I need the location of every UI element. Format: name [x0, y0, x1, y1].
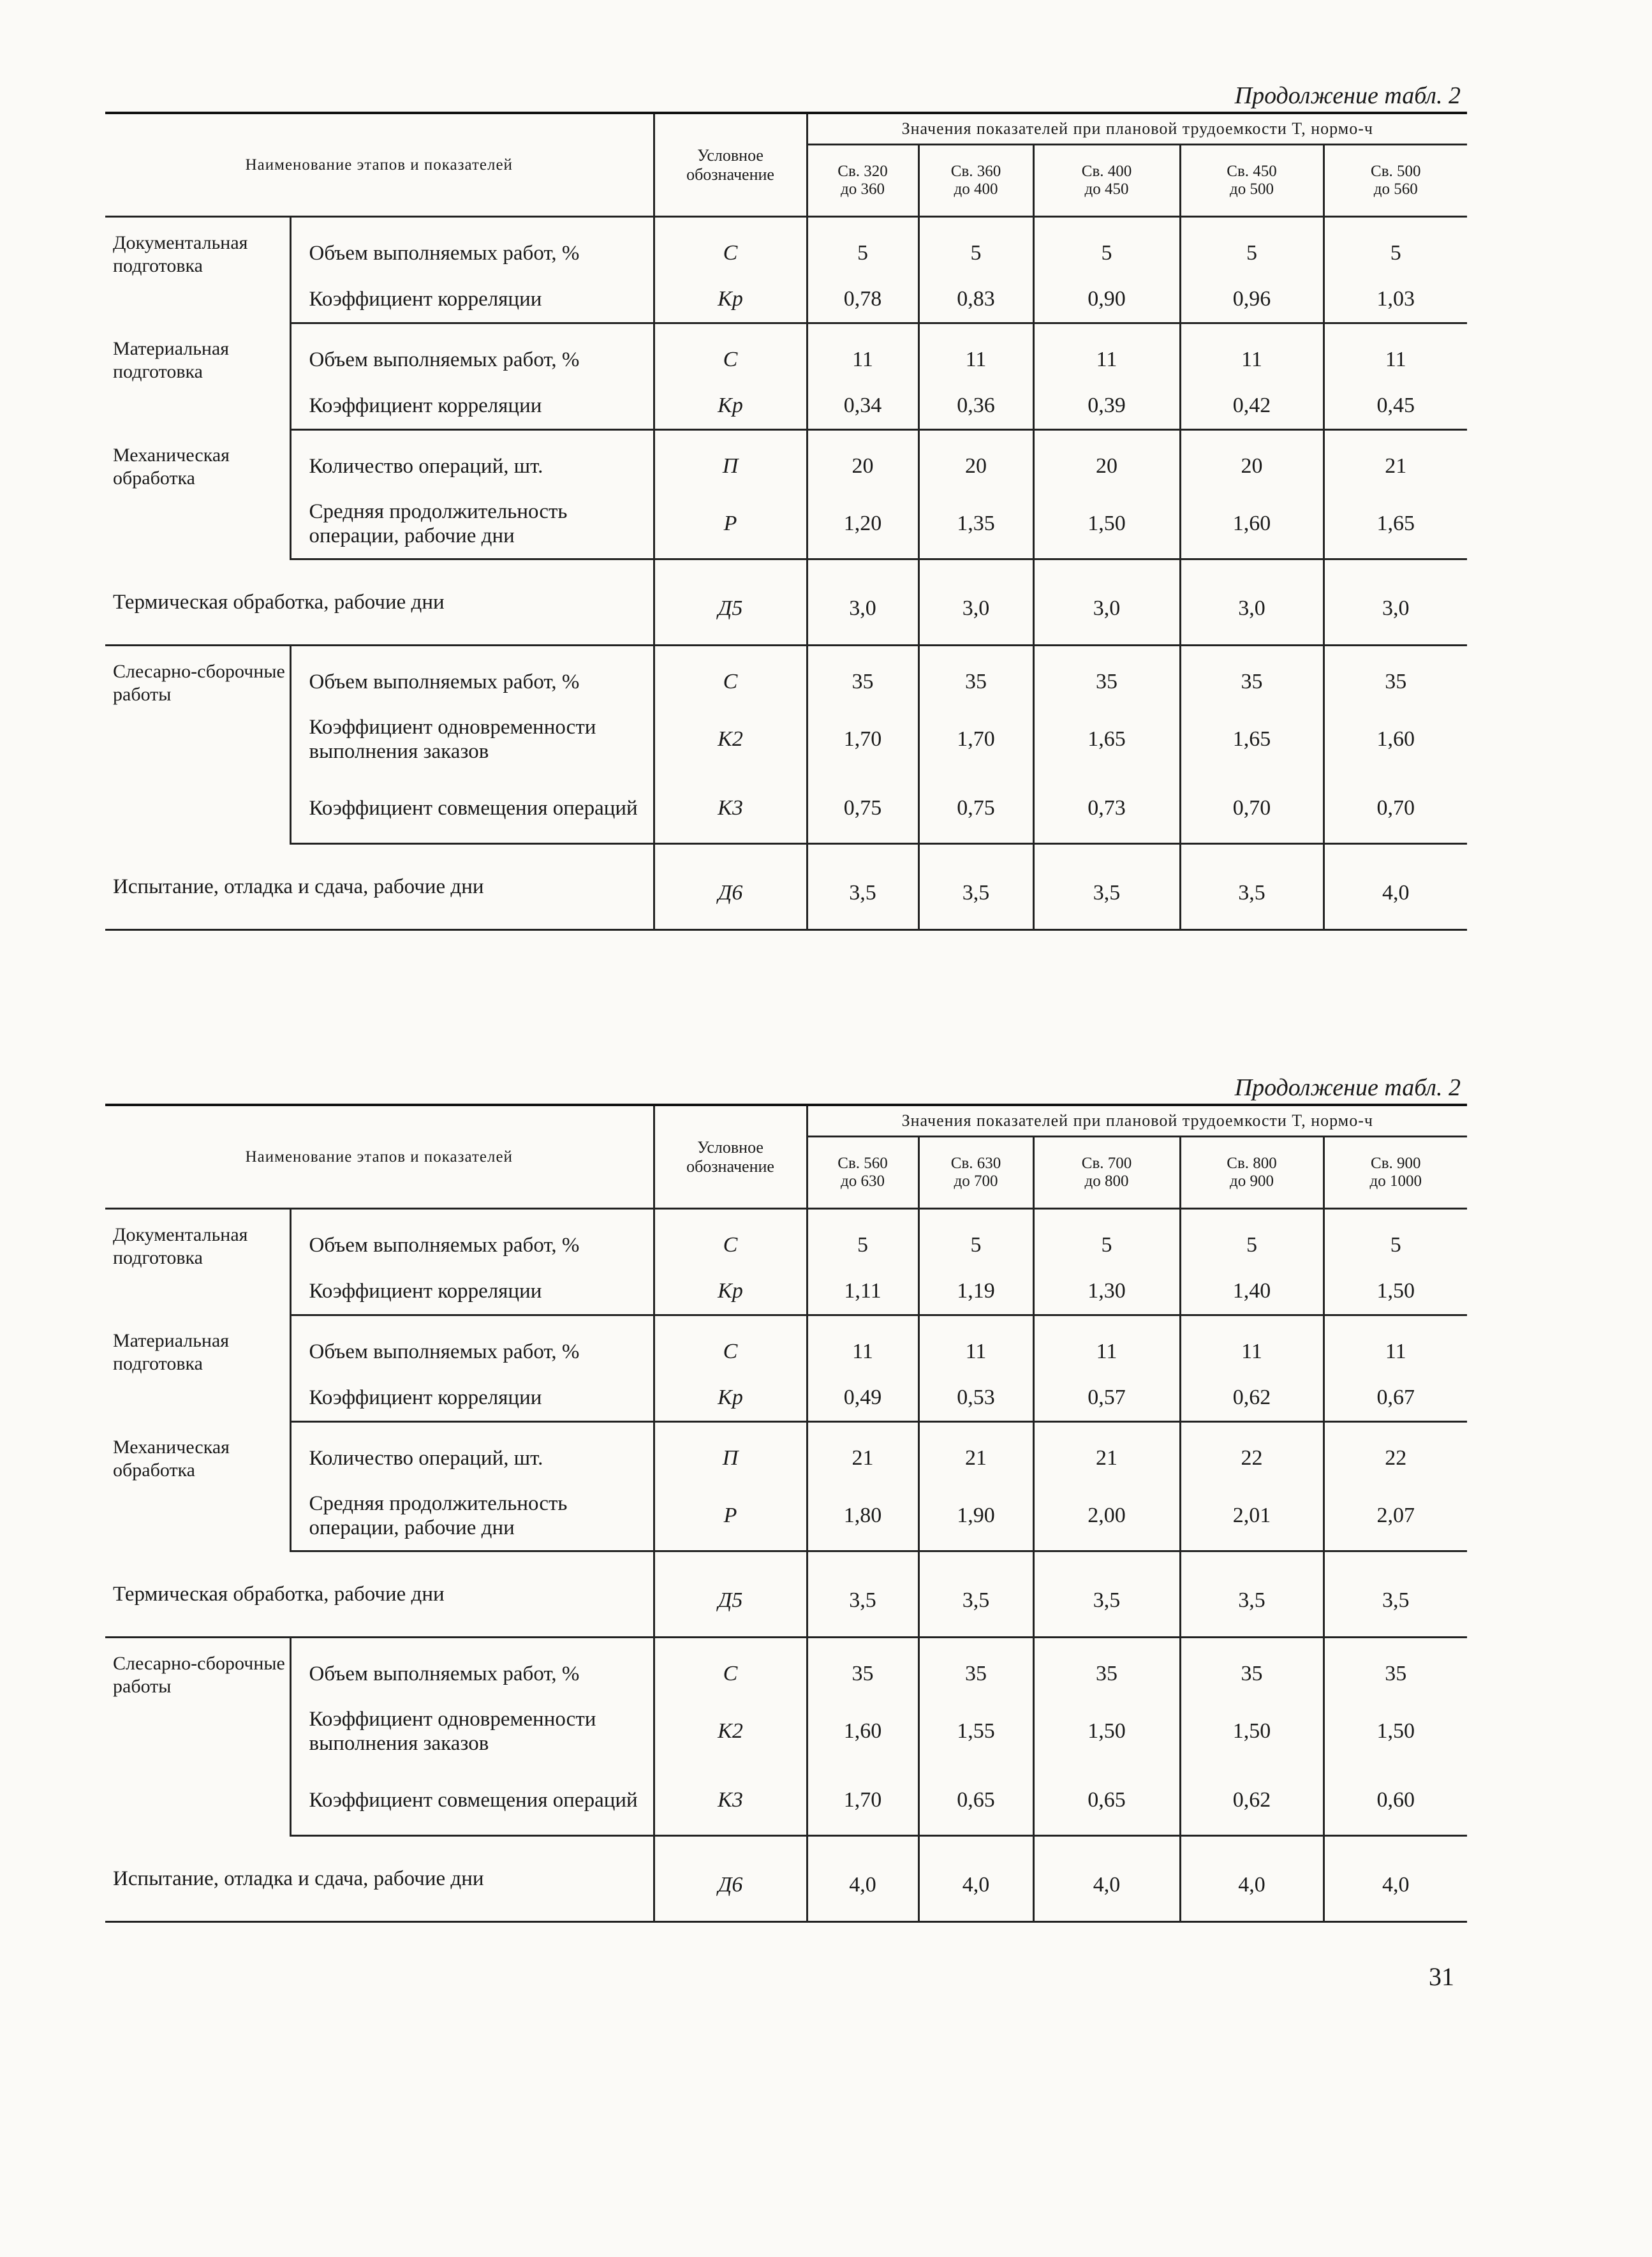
value-cell: 0,57 — [1033, 1375, 1180, 1422]
value-cell: 35 — [1033, 1638, 1180, 1698]
table-row — [105, 705, 1467, 774]
value-cell: 5 — [1390, 241, 1401, 265]
value-cell: 1,19 — [918, 1268, 1033, 1315]
header-name: Наименование этапов и показателей — [105, 1105, 654, 1209]
value-cell: 3,0 — [1033, 559, 1180, 646]
indicator-name: Объем выполняемых работ, % — [290, 646, 654, 706]
value-cell: 35 — [918, 1638, 1033, 1698]
value-cell: 5 — [1390, 1233, 1401, 1257]
table-row — [105, 1209, 1467, 1269]
stage-name: Слесарно-сборочные работы — [105, 1638, 290, 1836]
value-cell: 35 — [807, 646, 918, 706]
value-cell: 1,40 — [1180, 1268, 1324, 1315]
value-cell: 22 — [1385, 1446, 1407, 1470]
table-row — [105, 774, 1467, 844]
value-cell: 0,67 — [1324, 1375, 1467, 1422]
table-row — [105, 1551, 1467, 1638]
value-cell: 35 — [918, 646, 1033, 706]
value-cell: 1,60 — [1376, 727, 1415, 751]
table-row — [105, 430, 1467, 490]
table-row — [105, 844, 1467, 930]
table-row — [105, 217, 1467, 277]
header-range: Св. 900 до 1000 — [1324, 1137, 1467, 1209]
indicator-name: Объем выполняемых работ, % — [290, 217, 654, 277]
symbol-cell: C — [654, 1638, 807, 1698]
value-cell: 3,5 — [1033, 844, 1180, 930]
value-cell: 4,0 — [1324, 1836, 1467, 1922]
value-cell: 20 — [918, 430, 1033, 490]
indicator-name: Количество операций, шт. — [290, 430, 654, 490]
value-cell: 0,60 — [1324, 1766, 1467, 1836]
value-cell: 1,50 — [1180, 1697, 1324, 1766]
table-row — [105, 1422, 1467, 1482]
symbol-cell: Д6 — [654, 1836, 807, 1922]
value-cell: 20 — [1033, 430, 1180, 490]
value-cell: 2,07 — [1324, 1481, 1467, 1551]
value-cell: 0,90 — [1033, 276, 1180, 323]
indicator-name: Коэффициент совмещения операций — [290, 1766, 654, 1836]
value-cell: 5 — [807, 217, 918, 277]
table-row — [105, 1315, 1467, 1375]
value-cell: 0,34 — [807, 383, 918, 430]
value-cell: 3,5 — [1180, 844, 1324, 930]
value-cell: 1,50 — [1033, 1697, 1180, 1766]
symbol-cell: C — [654, 217, 807, 277]
header-values-span: Значения показателей при плановой трудоемкости T, нормо-ч — [807, 1105, 1467, 1137]
symbol-cell: P — [654, 489, 807, 559]
value-cell: 35 — [1180, 1638, 1324, 1698]
symbol-cell: K3 — [654, 1766, 807, 1836]
indicator-name: Коэффициент одновременности выполнения заказов — [290, 705, 654, 774]
value-cell: 21 — [807, 1422, 918, 1482]
value-cell: 3,0 — [807, 559, 918, 646]
stage-name: Испытание, отладка и сдача, рабочие дни — [105, 844, 654, 930]
table-row — [105, 323, 1467, 383]
value-cell: 1,60 — [1180, 489, 1324, 559]
symbol-cell: C — [654, 1209, 807, 1269]
value-cell: 11 — [807, 1315, 918, 1375]
symbol-cell: Kp — [654, 383, 807, 430]
indicator-name: Количество операций, шт. — [290, 1422, 654, 1482]
value-cell: 1,70 — [807, 1766, 918, 1836]
value-cell: 11 — [1180, 323, 1324, 383]
stage-name: Термическая обработка, рабочие дни — [105, 1551, 654, 1638]
header-range: Св. 800 до 900 — [1180, 1137, 1324, 1209]
table-row — [105, 1697, 1467, 1766]
header-range: Св. 630 до 700 — [918, 1137, 1033, 1209]
symbol-cell: П — [654, 1422, 807, 1482]
table-block-1 — [105, 80, 1467, 931]
value-cell: 2,01 — [1180, 1481, 1324, 1551]
value-cell: 21 — [918, 1422, 1033, 1482]
header-range: Св. 450 до 500 — [1180, 145, 1324, 217]
value-cell: 1,70 — [807, 705, 918, 774]
stage-name: Испытание, отладка и сдача, рабочие дни — [105, 1836, 654, 1922]
table-row — [105, 1638, 1467, 1698]
indicator-name: Коэффициент корреляции — [290, 1375, 654, 1422]
value-cell: 20 — [807, 430, 918, 490]
table-row — [105, 1766, 1467, 1836]
symbol-cell: Kp — [654, 1375, 807, 1422]
stage-name: Материальная подготовка — [105, 323, 290, 430]
table-row — [105, 383, 1467, 430]
header-range: Св. 700 до 800 — [1033, 1137, 1180, 1209]
stage-name: Материальная подготовка — [105, 1315, 290, 1422]
value-cell: 5 — [918, 1209, 1033, 1269]
value-cell: 35 — [807, 1638, 918, 1698]
value-cell: 1,70 — [918, 705, 1033, 774]
header-range: Св. 320 до 360 — [807, 145, 918, 217]
header-range: Св. 500 до 560 — [1324, 145, 1467, 217]
value-cell: 0,73 — [1033, 774, 1180, 844]
value-cell: 22 — [1180, 1422, 1324, 1482]
value-cell: 1,65 — [1180, 705, 1324, 774]
header-symbol: Условное обозначение — [654, 1105, 807, 1209]
value-cell: 0,53 — [918, 1375, 1033, 1422]
table-row — [105, 1836, 1467, 1922]
table-row — [105, 646, 1467, 706]
header-name: Наименование этапов и показателей — [105, 113, 654, 217]
table-row — [105, 559, 1467, 646]
symbol-cell: П — [654, 430, 807, 490]
value-cell: 5 — [918, 217, 1033, 277]
value-cell: 21 — [1385, 454, 1407, 478]
value-cell: 35 — [1385, 1662, 1407, 1685]
symbol-cell: K3 — [654, 774, 807, 844]
symbol-cell: C — [654, 646, 807, 706]
value-cell: 1,90 — [918, 1481, 1033, 1551]
symbol-cell: Д6 — [654, 844, 807, 930]
value-cell: 0,65 — [1033, 1766, 1180, 1836]
value-cell: 1,65 — [1324, 489, 1467, 559]
value-cell: 5 — [807, 1209, 918, 1269]
value-cell: 4,0 — [1180, 1836, 1324, 1922]
value-cell: 0,49 — [807, 1375, 918, 1422]
value-cell: 1,50 — [1376, 1719, 1415, 1743]
indicator-name: Коэффициент корреляции — [290, 276, 654, 323]
value-cell: 35 — [1180, 646, 1324, 706]
value-cell: 1,30 — [1033, 1268, 1180, 1315]
value-cell: 3,5 — [807, 1551, 918, 1638]
stage-name: Документальная подготовка — [105, 1209, 290, 1315]
table-row — [105, 276, 1467, 323]
header-symbol: Условное обозначение — [654, 113, 807, 217]
value-cell: 0,65 — [918, 1766, 1033, 1836]
value-cell: 11 — [1385, 1340, 1406, 1363]
value-cell: 0,96 — [1180, 276, 1324, 323]
indicator-table — [105, 1104, 1467, 1923]
stage-name: Механическая обработка — [105, 430, 290, 559]
table-row — [105, 489, 1467, 559]
value-cell: 11 — [1385, 348, 1406, 371]
value-cell: 0,83 — [918, 276, 1033, 323]
symbol-cell: Д5 — [654, 1551, 807, 1638]
indicator-name: Объем выполняемых работ, % — [290, 1638, 654, 1698]
value-cell: 0,78 — [807, 276, 918, 323]
value-cell: 0,36 — [918, 383, 1033, 430]
value-cell: 3,5 — [1180, 1551, 1324, 1638]
value-cell: 3,5 — [1324, 1551, 1467, 1638]
value-cell: 1,50 — [1324, 1268, 1467, 1315]
indicator-name: Коэффициент корреляции — [290, 1268, 654, 1315]
stage-name: Документальная подготовка — [105, 217, 290, 323]
value-cell: 0,39 — [1033, 383, 1180, 430]
symbol-cell: Kp — [654, 1268, 807, 1315]
value-cell: 11 — [918, 1315, 1033, 1375]
indicator-table — [105, 112, 1467, 931]
indicator-name: Объем выполняемых работ, % — [290, 323, 654, 383]
value-cell: 1,50 — [1033, 489, 1180, 559]
symbol-cell: C — [654, 1315, 807, 1375]
value-cell: 3,5 — [1033, 1551, 1180, 1638]
indicator-name: Средняя продолжительность операции, рабочие дни — [290, 489, 654, 559]
indicator-name: Коэффициент одновременности выполнения заказов — [290, 1697, 654, 1766]
value-cell: 1,03 — [1324, 276, 1467, 323]
value-cell: 1,60 — [807, 1697, 918, 1766]
value-cell: 4,0 — [1324, 844, 1467, 930]
stage-name: Термическая обработка, рабочие дни — [105, 559, 654, 646]
value-cell: 11 — [1033, 1315, 1180, 1375]
table-caption: Продолжение табл. 2 — [1234, 82, 1461, 109]
value-cell: 5 — [1180, 217, 1324, 277]
value-cell: 1,65 — [1033, 705, 1180, 774]
value-cell: 11 — [918, 323, 1033, 383]
header-range: Св. 400 до 450 — [1033, 145, 1180, 217]
header-range: Св. 360 до 400 — [918, 145, 1033, 217]
indicator-name: Коэффициент корреляции — [290, 383, 654, 430]
table-row — [105, 1268, 1467, 1315]
value-cell: 5 — [1033, 217, 1180, 277]
symbol-cell: K2 — [654, 1697, 807, 1766]
value-cell: 11 — [1180, 1315, 1324, 1375]
symbol-cell: P — [654, 1481, 807, 1551]
value-cell: 3,5 — [807, 844, 918, 930]
table-body — [105, 217, 1467, 930]
table-row — [105, 1375, 1467, 1422]
value-cell: 3,5 — [918, 844, 1033, 930]
value-cell: 0,42 — [1180, 383, 1324, 430]
value-cell: 0,45 — [1324, 383, 1467, 430]
table-caption: Продолжение табл. 2 — [1234, 1074, 1461, 1101]
value-cell: 0,75 — [918, 774, 1033, 844]
value-cell: 2,00 — [1033, 1481, 1180, 1551]
value-cell: 0,70 — [1180, 774, 1324, 844]
stage-name: Механическая обработка — [105, 1422, 290, 1551]
stage-name: Слесарно-сборочные работы — [105, 646, 290, 844]
value-cell: 4,0 — [1033, 1836, 1180, 1922]
value-cell: 5 — [1033, 1209, 1180, 1269]
indicator-name: Объем выполняемых работ, % — [290, 1315, 654, 1375]
indicator-name: Коэффициент совмещения операций — [290, 774, 654, 844]
symbol-cell: C — [654, 323, 807, 383]
value-cell: 0,62 — [1180, 1766, 1324, 1836]
header-values-span: Значения показателей при плановой трудоемкости T, нормо-ч — [807, 113, 1467, 145]
value-cell: 3,0 — [1324, 559, 1467, 646]
value-cell: 5 — [1180, 1209, 1324, 1269]
symbol-cell: Д5 — [654, 559, 807, 646]
symbol-cell: Kp — [654, 276, 807, 323]
value-cell: 20 — [1180, 430, 1324, 490]
header-range: Св. 560 до 630 — [807, 1137, 918, 1209]
symbol-cell: K2 — [654, 705, 807, 774]
value-cell: 1,35 — [918, 489, 1033, 559]
value-cell: 1,11 — [807, 1268, 918, 1315]
table-body — [105, 1209, 1467, 1922]
value-cell: 35 — [1385, 670, 1407, 693]
value-cell: 0,70 — [1324, 774, 1467, 844]
value-cell: 3,0 — [918, 559, 1033, 646]
value-cell: 11 — [807, 323, 918, 383]
indicator-name: Средняя продолжительность операции, рабочие дни — [290, 1481, 654, 1551]
value-cell: 0,75 — [807, 774, 918, 844]
value-cell: 1,20 — [807, 489, 918, 559]
table-row — [105, 1481, 1467, 1551]
indicator-name: Объем выполняемых работ, % — [290, 1209, 654, 1269]
value-cell: 4,0 — [918, 1836, 1033, 1922]
value-cell: 1,55 — [918, 1697, 1033, 1766]
value-cell: 3,5 — [918, 1551, 1033, 1638]
value-cell: 4,0 — [807, 1836, 918, 1922]
value-cell: 0,62 — [1180, 1375, 1324, 1422]
page-number: 31 — [1429, 1962, 1454, 1991]
table-block-2 — [105, 1072, 1467, 1923]
value-cell: 3,0 — [1180, 559, 1324, 646]
value-cell: 11 — [1033, 323, 1180, 383]
value-cell: 35 — [1033, 646, 1180, 706]
value-cell: 1,80 — [807, 1481, 918, 1551]
value-cell: 21 — [1033, 1422, 1180, 1482]
